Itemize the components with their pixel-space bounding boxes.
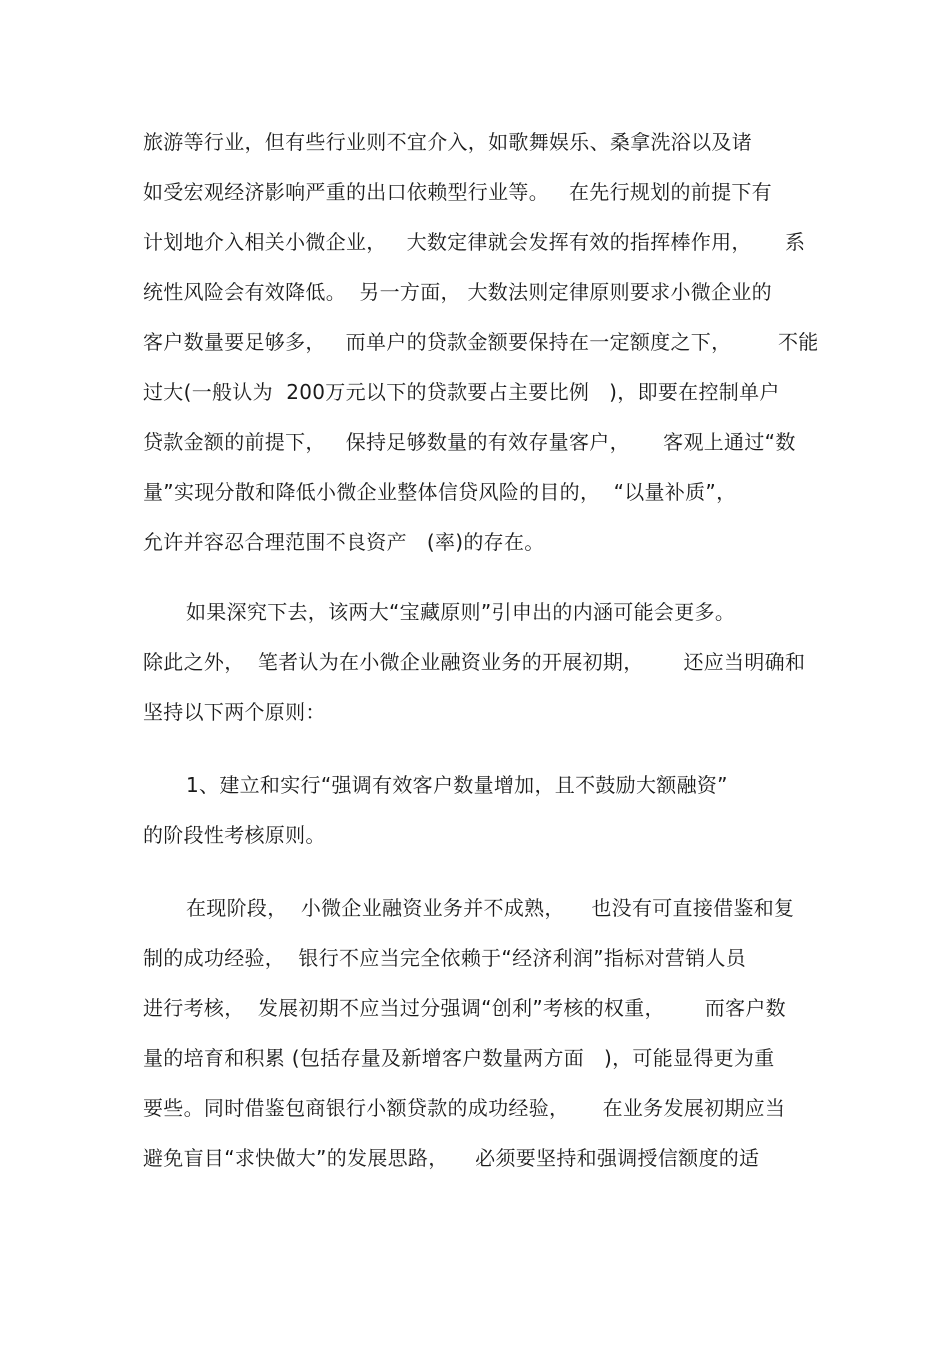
text-line: 制的成功经验， 银行不应当完全依赖于“经济利润”指标对营销人员 [143,946,747,970]
text-line: 量的培育和积累 (包括存量及新增客户数量两方面 )，可能显得更为重 [143,1046,775,1070]
text-line: 坚持以下两个原则： [143,700,326,724]
text-line: 进行考核， 发展初期不应当过分强调“创利”考核的权重， 而客户数 [143,996,786,1020]
text-line: 量”实现分散和降低小微企业整体信贷风险的目的， “以量补质”， [143,480,737,504]
text-line: 如受宏观经济影响严重的出口依赖型行业等。 在先行规划的前提下有 [143,180,772,204]
text-line: 避免盲目“求快做大”的发展思路， 必须要坚持和强调授信额度的适 [143,1146,760,1170]
text-line: 统性风险会有效降低。 另一方面， 大数法则定律原则要求小微企业的 [143,280,772,304]
text-line: 客户数量要足够多， 而单户的贷款金额要保持在一定额度之下， 不能 [143,330,819,354]
text-line: 的阶段性考核原则。 [143,823,326,847]
text-line: 除此之外， 笔者认为在小微企业融资业务的开展初期， 还应当明确和 [143,650,806,674]
text-line: 计划地介入相关小微企业， 大数定律就会发挥有效的指挥棒作用， 系 [143,230,806,254]
text-line: 要些。同时借鉴包商银行小额贷款的成功经验， 在业务发展初期应当 [143,1096,786,1120]
text-line: 允许并容忍合理范围不良资产 (率)的存在。 [143,530,545,554]
text-line: 过大(一般认为 200万元以下的贷款要占主要比例 )，即要在控制单户 [143,380,780,404]
text-line: 1、建立和实行“强调有效客户数量增加，且不鼓励大额融资” [186,773,728,797]
text-line: 在现阶段， 小微企业融资业务并不成熟， 也没有可直接借鉴和复 [186,896,795,920]
text-line: 贷款金额的前提下， 保持足够数量的有效存量客户， 客观上通过“数 [143,430,796,454]
text-line: 如果深究下去，该两大“宝藏原则”引申出的内涵可能会更多。 [186,600,736,624]
text-line: 旅游等行业，但有些行业则不宜介入，如歌舞娱乐、桑拿洗浴以及诸 [143,130,752,154]
